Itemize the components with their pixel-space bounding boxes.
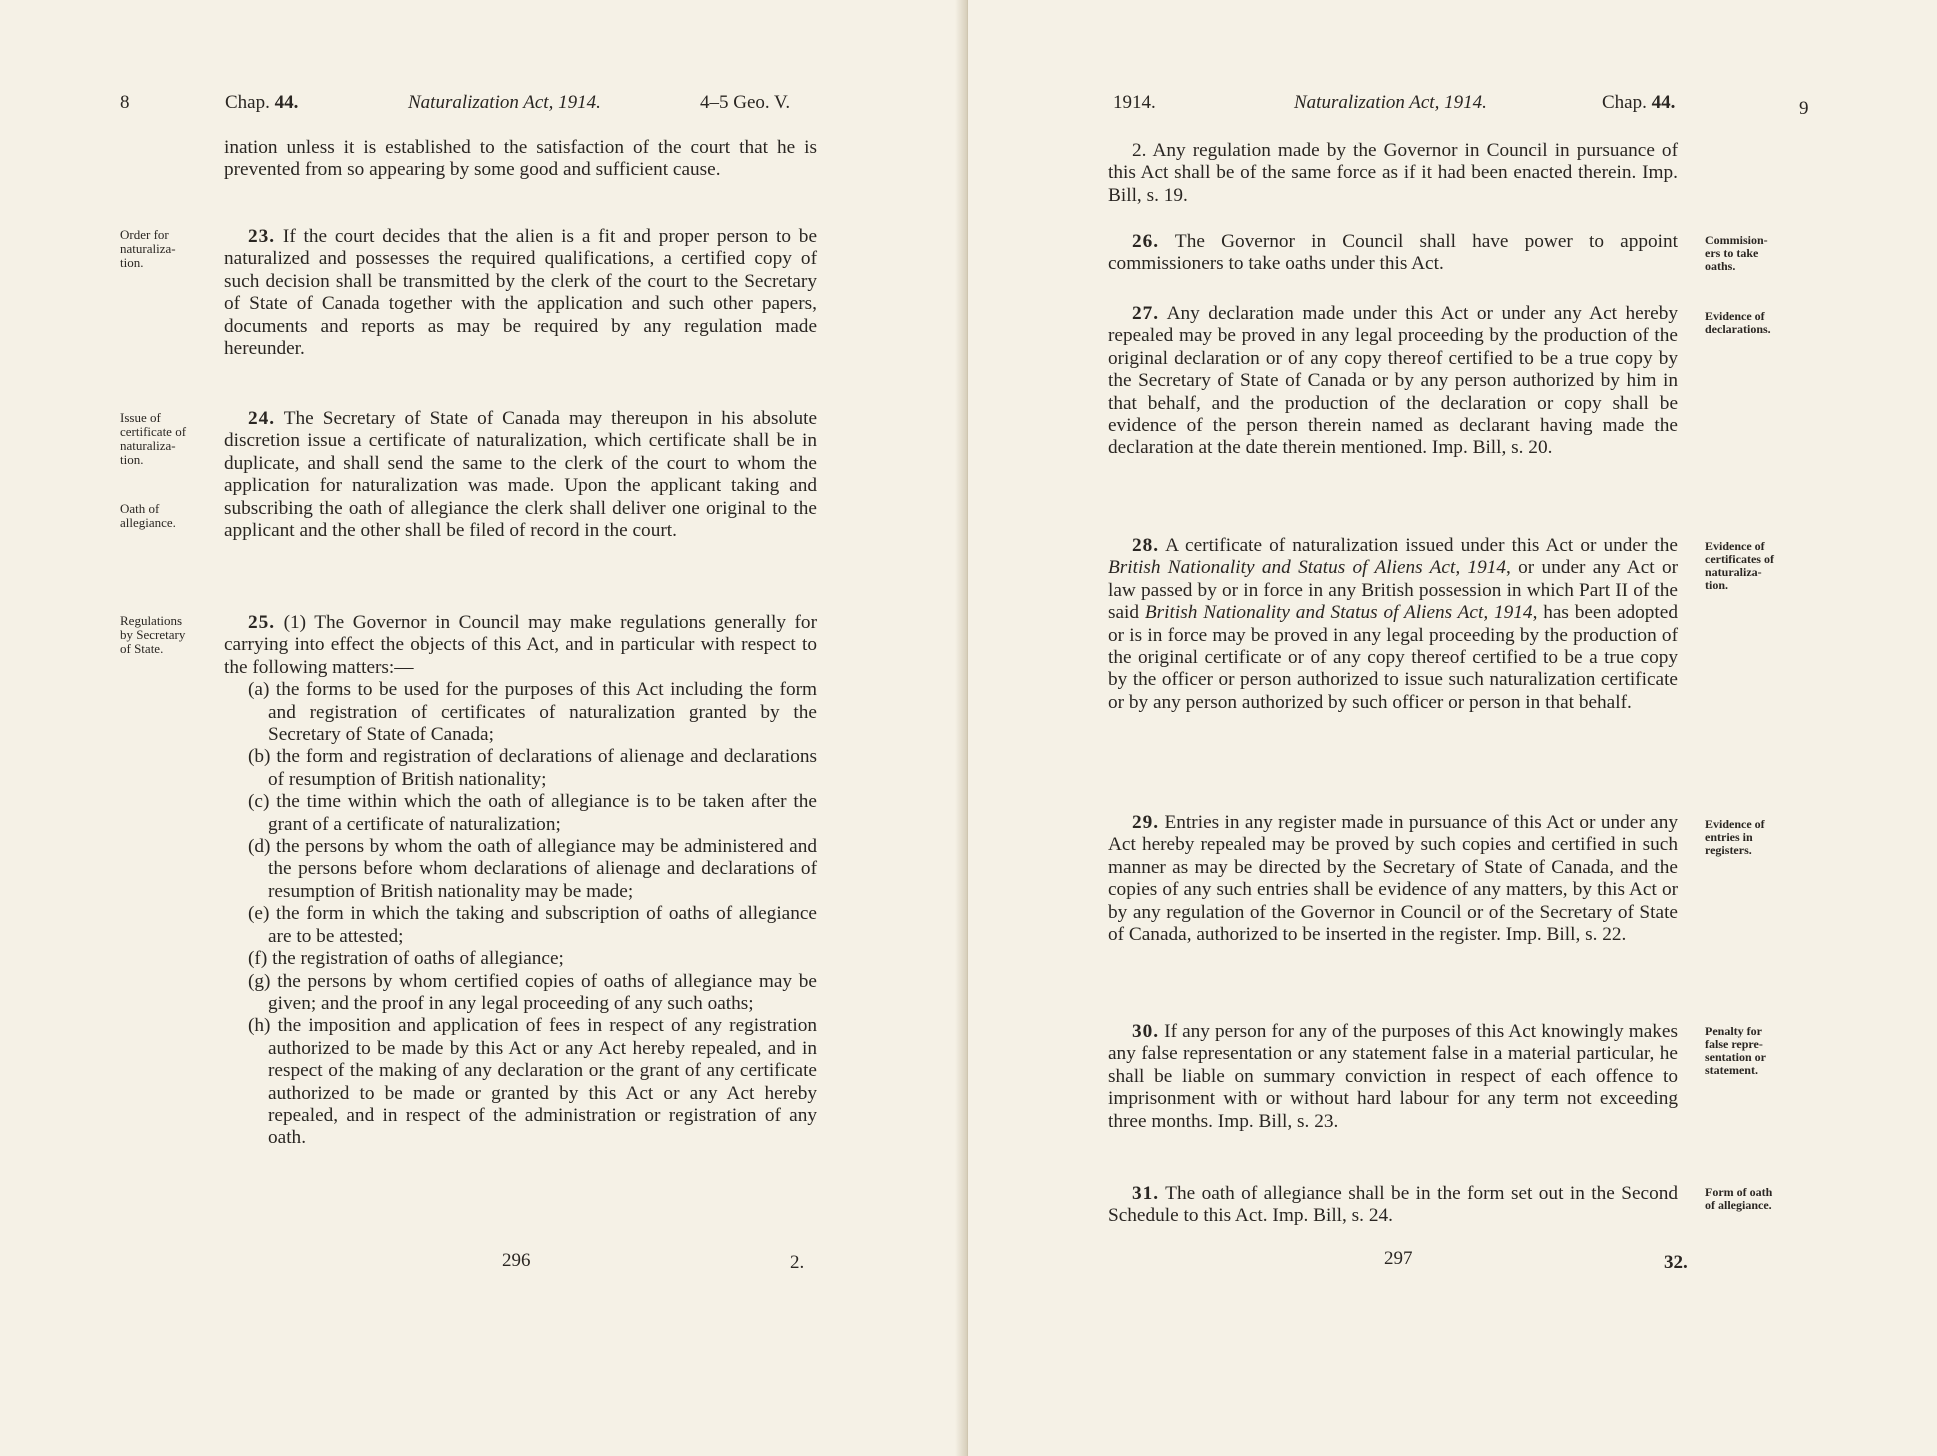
section-29 <box>1108 812 1678 946</box>
section-number: 29. <box>1132 812 1160 833</box>
section-26 <box>1108 231 1678 276</box>
section-number: 27. <box>1132 303 1160 324</box>
margin-note-form: Form of oath of allegiance. <box>1705 1185 1773 1212</box>
list-item: (c) the time within which the oath of allegiance is to be taken after the grant of a certificate of naturalization; <box>248 791 817 835</box>
section-text: A certificate of naturalization issued under this Act or under the <box>1159 535 1678 556</box>
margin-note-entries: Evidence of entries in registers. <box>1705 817 1765 857</box>
margin-note-penalty: Penalty for false repre- sentation or statement. <box>1705 1024 1766 1077</box>
list-item: (d) the persons by whom the oath of allegiance may be administered and the persons before whom declarations of alienage and declarations of resumption of British nationality may be made; <box>248 836 817 902</box>
chapter-prefix: Chap. <box>225 92 270 113</box>
right-page <box>968 0 1937 1456</box>
section-text: If any person for any of the purposes of this Act knowingly makes any false representation or any statement false in a material particular, he shall be liable on summary conviction in respect of each offence to imprisonment with or without hard labour for any term not exceeding three months. Imp. Bill, s. 23. <box>1108 1021 1678 1132</box>
left-chapter-header <box>225 92 298 114</box>
list-item: (a) the forms to be used for the purposes of this Act including the form and registration of certificates of naturalization granted by the Secretary of State of Canada; <box>248 679 817 746</box>
margin-note-issue: Issue of certificate of naturaliza- tion. <box>120 410 187 467</box>
list-item: (b) the form and registration of declarations of alienage and declarations of resumption of British nationality; <box>248 746 817 790</box>
margin-note-oath: Oath of allegiance. <box>120 501 176 530</box>
section-text: (1) The Governor in Council may make regulations generally for carrying into effect the objects of this Act, and in particular with respect to the following matters:— <box>224 612 817 678</box>
section-text: , has been adopted or is in force may be proved in any legal proceeding by the production of the original certificate or of any copy thereof certified to be a true copy by the officer or person authorized to issue such naturalization certificate or by any person authorized by such officer or person in that behalf. <box>1108 602 1678 713</box>
left-continuation <box>224 137 817 182</box>
left-folio: 296 <box>502 1250 531 1271</box>
section-number: 30. <box>1132 1021 1160 1042</box>
section-27 <box>1108 303 1678 460</box>
right-running-title: Naturalization Act, 1914. <box>1294 92 1487 113</box>
chapter-number: 44. <box>1651 92 1676 113</box>
list-item: (e) the form in which the taking and subscription of oaths of allegiance are to be attested; <box>248 903 817 947</box>
left-page-number: 8 <box>120 92 130 113</box>
list-item: (h) the imposition and application of fees in respect of any registration authorized to be made by this Act or any Act hereby repealed, and in respect of the making of any declaration or the grant of any certificate authorized to be made or granted by this Act or any Act hereby repealed, and in respect of the administration or registration of any oath. <box>248 1015 817 1149</box>
subsection-2 <box>1108 140 1678 207</box>
section-23 <box>224 226 817 360</box>
section-number: 31. <box>1132 1183 1160 1204</box>
section-text: The Secretary of State of Canada may thereupon in his absolute discretion issue a certificate of naturalization, which certificate shall be in duplicate, and shall send the same to the clerk of the court to whom the application for naturalization was made. Upon the applicant taking and subscribing the oath of allegiance the clerk shall deliver one original to the applicant and the other shall be filed of record in the court. <box>224 408 817 542</box>
right-folio: 297 <box>1384 1248 1413 1269</box>
section-text: Any declaration made under this Act or under any Act hereby repealed may be proved in any legal proceeding by the production of the original declaration or of any copy thereof certified to be a true copy by the Secretary of State of Canada or by any person authorized by him in that behalf, and the production of the declaration or copy shall be evidence of the person therein named as declarant having made the declaration at the date therein mentioned. Imp. Bill, s. 20. <box>1108 303 1678 459</box>
margin-note-commissioners: Commision- ers to take oaths. <box>1705 233 1768 273</box>
section-text: The Governor in Council shall have power to appoint commissioners to take oaths under this Act. <box>1108 231 1678 275</box>
left-running-title: Naturalization Act, 1914. <box>408 92 601 113</box>
left-regnal-year: 4–5 Geo. V. <box>700 92 791 113</box>
section-number: 26. <box>1132 231 1160 252</box>
section-25 <box>224 612 817 1150</box>
margin-note-certificates: Evidence of certificates of naturaliza- tion. <box>1705 539 1774 592</box>
left-page <box>0 0 968 1456</box>
chapter-prefix: Chap. <box>1602 92 1647 113</box>
right-catchword: 32. <box>1664 1252 1688 1273</box>
list-item: (g) the persons by whom certified copies of oaths of allegiance may be given; and the proof in any legal proceeding of any such oaths; <box>248 970 817 1014</box>
section-28 <box>1108 535 1678 714</box>
section-31 <box>1108 1183 1678 1228</box>
margin-note-declarations: Evidence of declarations. <box>1705 309 1771 336</box>
margin-note-regulations: Regulations by Secretary of State. <box>120 613 186 656</box>
act-title-italic: British Nationality and Status of Aliens Act, 1914 <box>1108 557 1507 579</box>
margin-note-order: Order for naturaliza- tion. <box>120 227 176 270</box>
right-page-number: 9 <box>1799 98 1809 119</box>
section-number: 23. <box>248 226 276 247</box>
section-text: Entries in any register made in pursuance of this Act or under any Act hereby repealed may be proved by such copies and certified in such manner as may be directed by the Secretary of State of Canada, and the copies of any such entries shall be evidence of any matters, by this Act or by any regulation of the Governor in Council or of the Secretary of State of Canada, authorized to be inserted in the register. Imp. Bill, s. 22. <box>1108 812 1678 946</box>
list-item: (f) the registration of oaths of allegiance; <box>248 948 564 970</box>
section-24 <box>224 408 817 542</box>
section-text: , or under any Act or law passed by or in force in any British possession in which Part II of the said <box>1108 557 1679 624</box>
subsection-text: 2. Any regulation made by the Governor in Council in pursuance of this Act shall be of the same force as if it had been enacted therein. Imp. Bill, s. 19. <box>1108 140 1678 206</box>
section-text: The oath of allegiance shall be in the form set out in the Second Schedule to this Act. Imp. Bill, s. 24. <box>1108 1183 1678 1227</box>
left-catchword: 2. <box>790 1252 805 1273</box>
right-chapter-header <box>1602 92 1675 114</box>
section-30 <box>1108 1021 1678 1133</box>
section-number: 24. <box>248 408 276 429</box>
act-title-italic: British Nationality and Status of Aliens Act, 1914 <box>1144 602 1533 624</box>
right-year: 1914. <box>1113 92 1156 113</box>
section-number: 28. <box>1132 535 1160 556</box>
chapter-number: 44. <box>274 92 299 113</box>
continuation-text: ination unless it is established to the satisfaction of the court that he is prevented from so appearing by some good and sufficient cause. <box>224 137 817 181</box>
section-text: If the court decides that the alien is a fit and proper person to be naturalized and possesses the required qualifications, a certified copy of such decision shall be transmitted by the clerk of the court to the Secretary of State of Canada together with the application and such other papers, documents and reports as may be required by any regulation made hereunder. <box>224 226 817 360</box>
section-number: 25. <box>248 612 276 633</box>
